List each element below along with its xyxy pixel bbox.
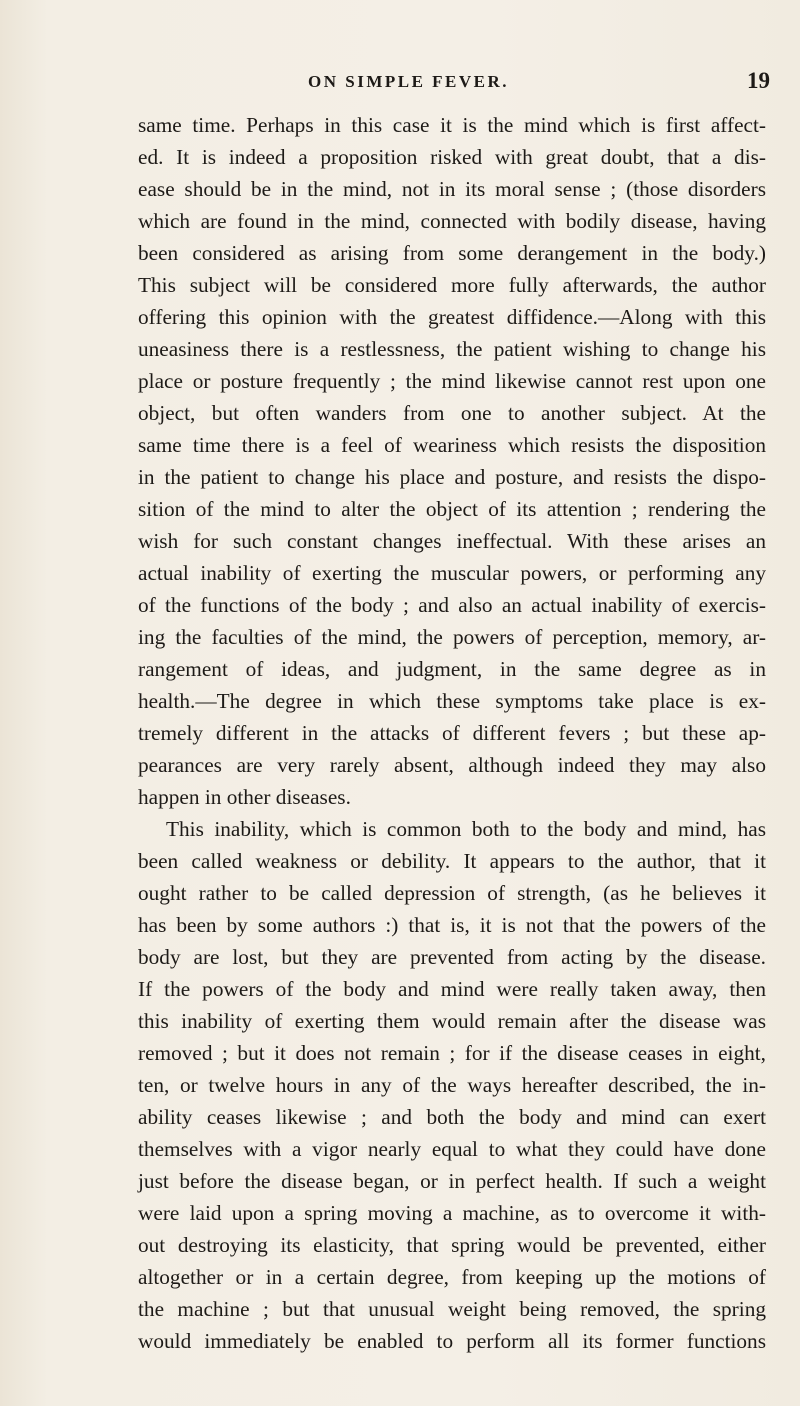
text-line: If the powers of the body and mind were really taken away, then — [138, 977, 766, 1001]
text-line: has been by some authors :) that is, it is not that the powers of the — [138, 913, 766, 937]
body-text — [138, 109, 766, 1357]
text-line: pearances are very rarely absent, although indeed they may also — [138, 753, 766, 777]
text-line: removed ; but it does not remain ; for if the disease ceases in eight, — [138, 1041, 766, 1065]
text-line: out destroying its elasticity, that spring would be prevented, either — [138, 1233, 766, 1257]
text-line: happen in other diseases. — [138, 785, 351, 809]
text-line: rangement of ideas, and judgment, in the same degree as in — [138, 657, 766, 681]
text-line: which are found in the mind, connected with bodily disease, having — [138, 209, 766, 233]
text-line: of the functions of the body ; and also an actual inability of exercis- — [138, 593, 766, 617]
text-line: themselves with a vigor nearly equal to what they could have done — [138, 1137, 766, 1161]
text-line: this inability of exerting them would remain after the disease was — [138, 1009, 766, 1033]
text-line: This subject will be considered more fully afterwards, the author — [138, 273, 766, 297]
text-line: been called weakness or debility. It appears to the author, that it — [138, 849, 766, 873]
page-number: 19 — [747, 68, 770, 93]
text-line: actual inability of exerting the muscular powers, or performing any — [138, 561, 766, 585]
text-line: health.—The degree in which these symptoms take place is ex- — [138, 689, 766, 713]
text-line: tremely different in the attacks of different fevers ; but these ap- — [138, 721, 766, 745]
text-line: same time there is a feel of weariness which resists the disposition — [138, 433, 766, 457]
text-line: just before the disease began, or in perfect health. If such a weight — [138, 1169, 766, 1193]
text-line: ed. It is indeed a proposition risked with great doubt, that a dis- — [138, 145, 766, 169]
text-line: ability ceases likewise ; and both the body and mind can exert — [138, 1105, 766, 1129]
text-line: ought rather to be called depression of strength, (as he believes it — [138, 881, 766, 905]
text-line: ing the faculties of the mind, the powers of perception, memory, ar- — [138, 625, 766, 649]
text-line: object, but often wanders from one to another subject. At the — [138, 401, 766, 425]
text-line: wish for such constant changes ineffectual. With these arises an — [138, 529, 766, 553]
text-line: altogether or in a certain degree, from keeping up the motions of — [138, 1265, 766, 1289]
text-line: ten, or twelve hours in any of the ways hereafter described, the in- — [138, 1073, 766, 1097]
text-line: would immediately be enabled to perform all its former functions — [138, 1329, 766, 1353]
text-line: the machine ; but that unusual weight being removed, the spring — [138, 1297, 766, 1321]
running-head — [0, 68, 800, 98]
text-line: in the patient to change his place and posture, and resists the dispo- — [138, 465, 766, 489]
text-line: same time. Perhaps in this case it is the mind which is first affect- — [138, 113, 766, 137]
text-line: body are lost, but they are prevented from acting by the disease. — [138, 945, 766, 969]
paragraph-first-line: This inability, which is common both to the body and mind, has — [166, 817, 766, 841]
text-line: offering this opinion with the greatest diffidence.—Along with this — [138, 305, 766, 329]
text-line: were laid upon a spring moving a machine, as to overcome it with- — [138, 1201, 766, 1225]
text-line: been considered as arising from some derangement in the body.) — [138, 241, 766, 265]
text-line: sition of the mind to alter the object of its attention ; rendering the — [138, 497, 766, 521]
text-line: ease should be in the mind, not in its moral sense ; (those disorders — [138, 177, 766, 201]
text-line: place or posture frequently ; the mind likewise cannot rest upon one — [138, 369, 766, 393]
text-line: uneasiness there is a restlessness, the patient wishing to change his — [138, 337, 766, 361]
running-title: ON SIMPLE FEVER. — [308, 72, 510, 91]
